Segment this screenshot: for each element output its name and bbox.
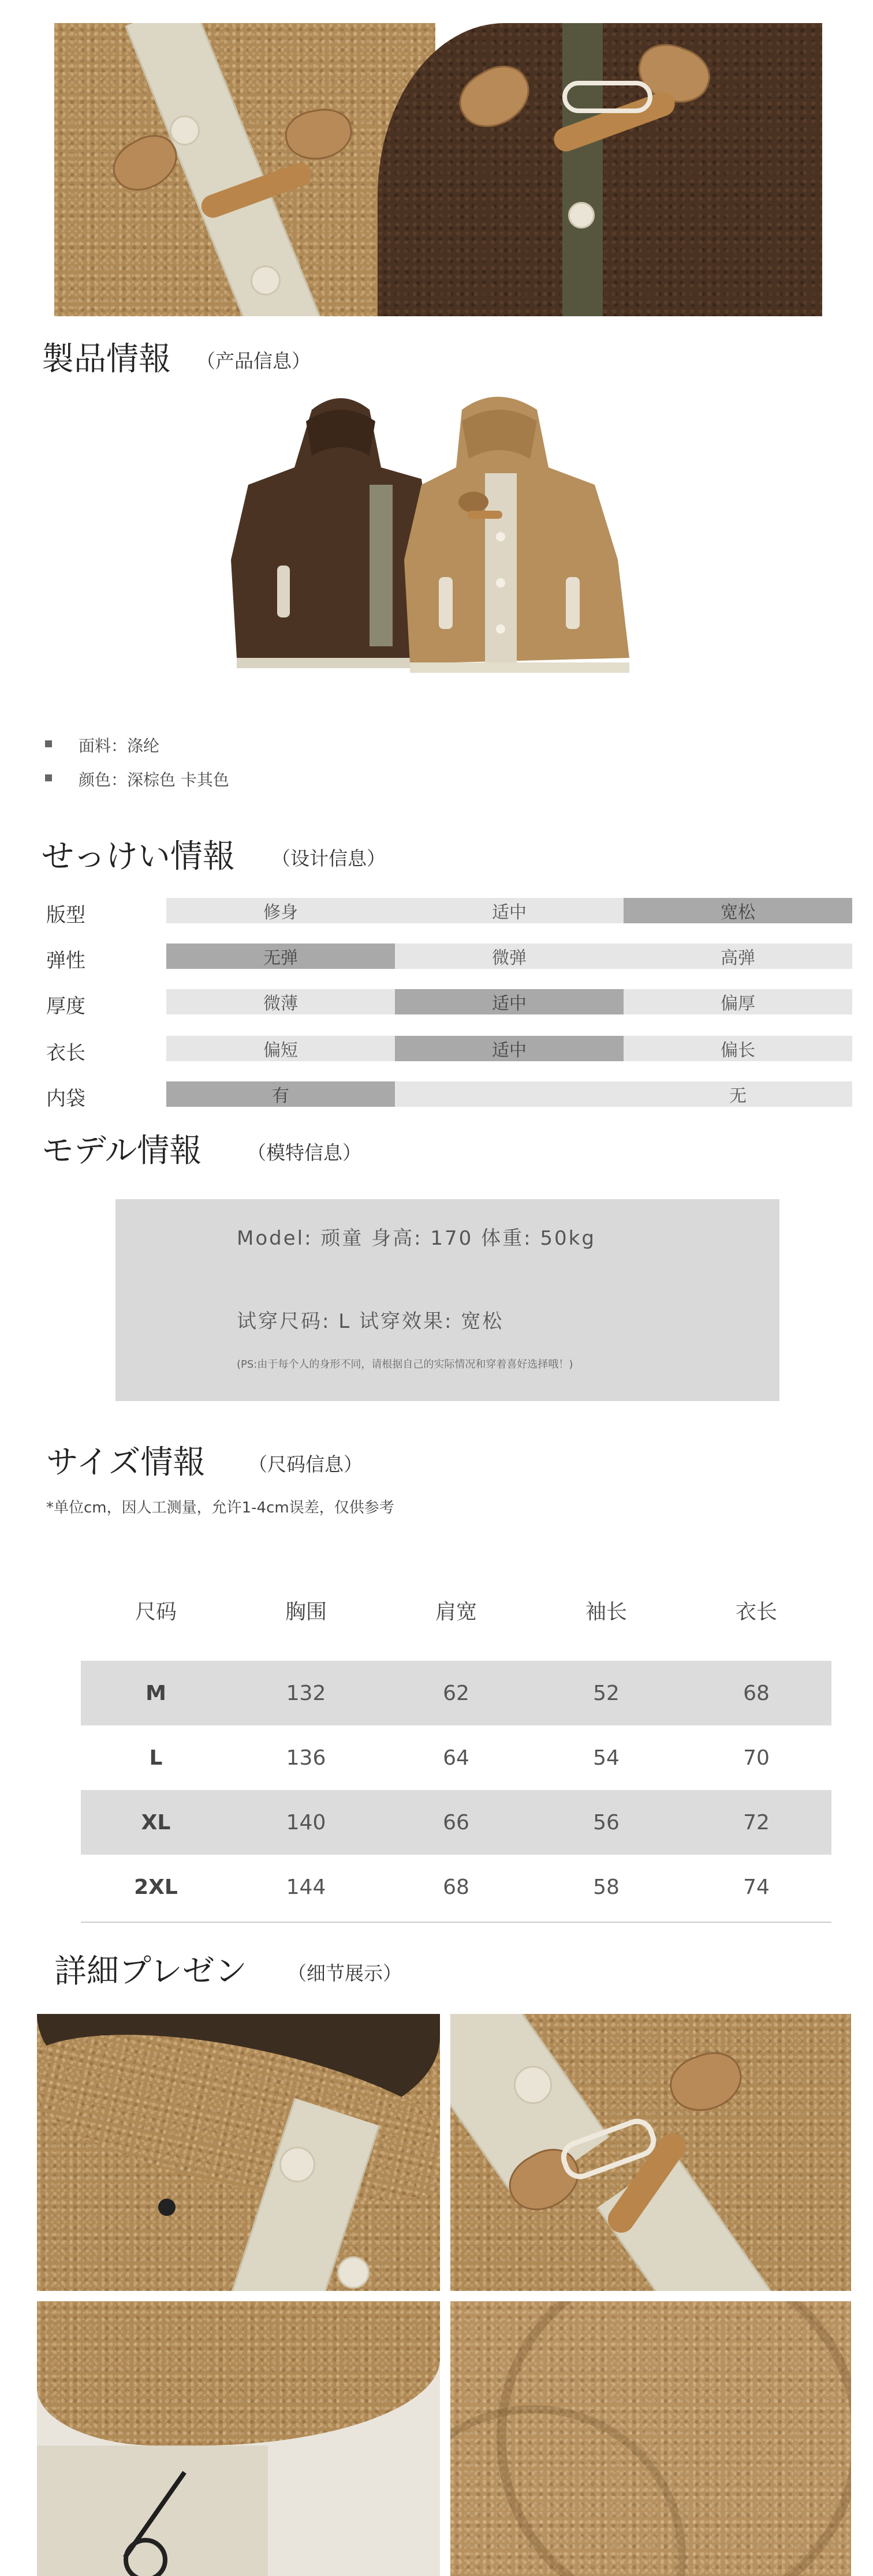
design-row-label: 厚度 — [46, 995, 85, 1018]
option-pocket-yes-selected: 有 — [166, 1081, 395, 1107]
size-cell: 68 — [743, 1681, 770, 1705]
leather-patch-icon — [662, 2043, 749, 2120]
button-icon — [568, 202, 595, 229]
design-section-subtitle: （设计信息） — [271, 847, 386, 870]
button-icon — [337, 2256, 370, 2289]
detail-photo-hood — [37, 2014, 440, 2291]
product-photo — [214, 387, 664, 710]
size-cell: 70 — [743, 1746, 770, 1770]
option-fit-regular: 适中 — [395, 898, 624, 923]
drawcord-stopper-icon — [158, 2199, 176, 2216]
size-cell: 144 — [286, 1875, 326, 1899]
option-pocket-no: 无 — [624, 1081, 852, 1107]
design-row-label: 衣长 — [46, 1042, 85, 1065]
size-cell: 52 — [593, 1681, 620, 1705]
detail-photo-toggle — [450, 2014, 851, 2291]
option-fit-slim: 修身 — [166, 898, 395, 923]
detail-photo-hem — [37, 2301, 440, 2576]
design-section-title: せっけい情報 — [42, 838, 235, 875]
size-cell: 2XL — [134, 1875, 178, 1899]
button-icon — [251, 265, 281, 295]
design-row-label: 内袋 — [46, 1087, 85, 1110]
size-cell: 54 — [593, 1746, 620, 1770]
option-fit-loose-selected: 宽松 — [624, 898, 852, 923]
model-section-title: モデル情報 — [42, 1132, 202, 1170]
size-cell: 56 — [593, 1810, 620, 1834]
size-cell: 64 — [443, 1746, 469, 1770]
size-cell: 136 — [286, 1746, 326, 1770]
size-cell: 62 — [443, 1681, 469, 1705]
option-stretch-slight: 微弹 — [395, 943, 624, 969]
drawcord-stopper-icon — [124, 2538, 167, 2576]
detail-section-title: 詳細プレゼン — [54, 1953, 247, 1990]
spec-fabric: 面料：涤纶 — [79, 736, 160, 755]
option-length-short: 偏短 — [166, 1036, 395, 1061]
size-section-subtitle: （尺码信息） — [248, 1453, 363, 1476]
option-stretch-none-selected: 无弹 — [166, 943, 395, 969]
size-header-length: 衣长 — [735, 1600, 777, 1624]
model-section-subtitle: （模特信息） — [247, 1141, 361, 1164]
size-cell: 68 — [443, 1875, 469, 1899]
button-icon — [514, 2066, 552, 2104]
product-section-subtitle: （产品信息） — [196, 350, 311, 372]
model-fit: 试穿尺码: L 试穿效果: 宽松 — [237, 1310, 504, 1333]
size-cell: 132 — [286, 1681, 326, 1705]
bullet-icon — [45, 774, 52, 781]
spec-color: 颜色：深棕色 卡其色 — [79, 770, 229, 789]
option-stretch-high: 高弹 — [624, 943, 852, 969]
button-icon — [170, 115, 200, 145]
option-length-regular-selected: 适中 — [395, 1036, 624, 1061]
design-row-label: 版型 — [46, 904, 85, 927]
size-cell: 140 — [286, 1810, 326, 1834]
size-header-sleeve: 袖长 — [585, 1600, 627, 1624]
model-note: (PS:由于每个人的身形不同，请根据自己的实际情况和穿着喜好选择哦！) — [237, 1358, 573, 1371]
option-thickness-thin: 微薄 — [166, 989, 395, 1014]
dark-placket — [562, 23, 603, 316]
detail-section-subtitle: （细节展示） — [288, 1962, 402, 1985]
option-pocket-gap — [395, 1081, 624, 1107]
button-icon — [279, 2147, 315, 2182]
product-section-title: 製品情報 — [42, 340, 171, 378]
size-cell: L — [149, 1746, 163, 1770]
dark-jacket-placket — [370, 485, 393, 646]
option-thickness-medium-selected: 适中 — [395, 989, 624, 1014]
size-header-chest: 胸围 — [285, 1600, 327, 1624]
size-header-size: 尺码 — [135, 1600, 177, 1624]
size-cell: 74 — [743, 1875, 770, 1899]
hero-photo — [54, 23, 822, 316]
design-row-label: 弹性 — [46, 949, 85, 972]
option-length-long: 偏长 — [624, 1036, 852, 1061]
option-thickness-thick: 偏厚 — [624, 989, 852, 1014]
size-cell: 72 — [743, 1810, 770, 1834]
size-cell: XL — [141, 1810, 171, 1834]
model-stats: Model: 顽童 身高: 170 体重: 50kg — [237, 1227, 596, 1250]
size-note: *单位cm，因人工测量，允许1-4cm误差，仅供参考 — [46, 1499, 394, 1517]
table-bottom-divider — [81, 1922, 831, 1923]
size-cell: 58 — [593, 1875, 620, 1899]
size-header-shoulder: 肩宽 — [435, 1600, 477, 1624]
detail-photo-fleece — [450, 2301, 851, 2576]
rope-loop-icon — [562, 81, 652, 113]
size-cell: M — [146, 1681, 166, 1705]
size-cell: 66 — [443, 1810, 469, 1834]
bullet-icon — [45, 740, 52, 747]
size-section-title: サイズ情報 — [46, 1444, 206, 1481]
